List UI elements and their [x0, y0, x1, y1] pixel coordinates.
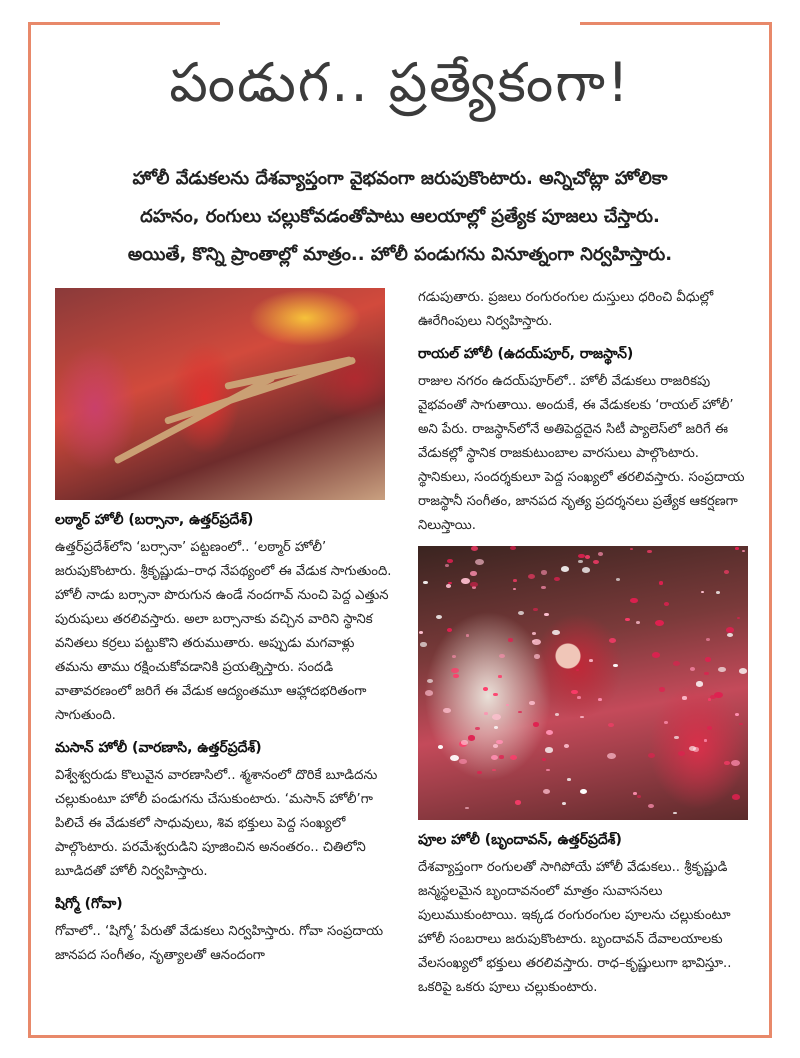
- flower-petal: [461, 578, 469, 584]
- flower-petal: [664, 721, 668, 724]
- lathmar-body: ఉత్తర్‌ప్రదేశ్‌లోని ‘బర్సానా’ పట్టణంలో.. ‘లఠ్మార్ హోలీ’ జరుపుకొంటారు. శ్రీకృష్ణుడు–రాధ నేపథ్యంలో ఈ వేడుక సాగుతుంది. హోలీ నాడు బర్సానా పొరుగున ఉండే నందగావ్ నుంచి పెద్ద ఎత్తున పురుషులు తరలివస్తారు. అలా బర్సానాకు వచ్చిన వారిని స్థానిక వనితలు కర్రలు పట్టుకొని తరుముతారు. అప్పుడు మగవాళ్లు తమను తాము రక్షించుకోవడానికి ప్రయత్నిస్తారు. సందడి వాతావరణంలో జరిగే ఈ వేడుక ఆద్యంతమూ ఆహ్లాదభరితంగా సాగుతుంది.: [55, 540, 392, 723]
- flower-petal: [475, 559, 484, 565]
- flower-petal: [493, 693, 498, 696]
- flower-petal: [673, 812, 677, 815]
- flower-petal: [678, 751, 686, 756]
- flower-petal: [541, 570, 547, 574]
- flower-petal: [528, 574, 535, 579]
- flower-petal: [705, 657, 711, 661]
- flower-petal: [735, 713, 739, 716]
- flower-petal: [701, 591, 704, 593]
- flower-petal: [451, 668, 459, 673]
- masan-body: విశ్వేశ్వరుడు కొలువైన వారణాసిలో.. శ్మశానంలో దొరికే బూడిదను చల్లుకుంటూ హోలీ పండుగను చేసుకుంటారు. ‘మసాన్ హోలీ’గా పిలిచే ఈ వేడుకలో సాధువులు, శివ భక్తులు పెద్ద సంఖ్యలో పాల్గొంటారు. పరమేశ్వరుడిని పూజించిన అనంతరం.. చితిలోని బూడిదతో హోలీ నిర్వహిస్తారు.: [55, 768, 378, 879]
- flower-petal: [613, 664, 618, 668]
- flower-petal: [731, 760, 740, 766]
- lathmar-title: లఠ్మార్ హోలీ (బర్సానా, ఉత్తర్‌ప్రదేశ్): [55, 512, 254, 528]
- flower-petal: [562, 802, 566, 805]
- flower-petal: [510, 755, 517, 760]
- flower-petal: [735, 547, 739, 550]
- flower-petal: [578, 554, 584, 558]
- flower-petal: [499, 755, 504, 758]
- flower-petal: [637, 795, 641, 798]
- flower-petal: [561, 566, 570, 572]
- flower-petal: [690, 667, 696, 671]
- flower-petal: [580, 789, 587, 794]
- flower-petal: [580, 716, 584, 719]
- flower-petal: [593, 560, 599, 564]
- flower-petal: [508, 638, 512, 641]
- flower-petal: [544, 613, 549, 616]
- flower-petal: [468, 735, 475, 740]
- flower-petal: [419, 631, 424, 634]
- flower-petal: [471, 546, 478, 551]
- flower-petal: [585, 555, 590, 559]
- royal-title: రాయల్ హోలీ (ఉదయ్‌పూర్, రాజస్థాన్): [418, 346, 634, 362]
- flower-petal: [546, 769, 550, 772]
- flower-petal: [453, 674, 458, 678]
- headline: పండుగ.. ప్రత్యేకంగా!: [169, 51, 631, 114]
- flower-petal: [636, 621, 640, 624]
- flower-petal: [506, 704, 509, 706]
- flower-petal: [732, 794, 740, 800]
- intro-line: దహనం, రంగులు చల్లుకోవడంతోపాటు ఆలయాల్లో ప్రత్యేక పూజలు చేస్తారు.: [140, 206, 660, 227]
- flower-petal: [659, 687, 665, 691]
- shigmo-continued: గడుపుతారు. ప్రజలు రంగురంగుల దుస్తులు ధరించి వీధుల్లో ఊరేగింపులు నిర్వహిస్తారు.: [418, 290, 714, 329]
- flower-petal: [609, 638, 616, 643]
- flower-petal: [577, 696, 581, 699]
- frame-gap: [220, 14, 580, 30]
- flower-petal: [706, 638, 710, 641]
- flower-petal: [727, 633, 733, 637]
- flower-petal: [647, 550, 651, 553]
- flower-petal: [448, 582, 451, 584]
- flower-petal: [450, 755, 459, 761]
- lathmar-holi-photo: [55, 288, 385, 500]
- flower-petal: [648, 804, 655, 809]
- flower-petal: [633, 792, 637, 795]
- flower-petal: [589, 659, 593, 662]
- flower-petal: [742, 550, 745, 552]
- flower-petal: [724, 761, 729, 765]
- flower-petal: [598, 698, 602, 701]
- flower-petal: [529, 701, 534, 705]
- flower-petal: [427, 679, 433, 683]
- intro-paragraph: [48, 160, 752, 274]
- flower-petal: [494, 726, 498, 729]
- flower-petal: [532, 632, 536, 635]
- flower-petal: [673, 661, 680, 666]
- flower-petal: [652, 652, 660, 658]
- flower-petal: [499, 654, 505, 658]
- flower-petal: [513, 588, 517, 591]
- flower-petal: [452, 655, 456, 658]
- phoola-body: దేశవ్యాప్తంగా రంగులతో సాగిపోయే హోలీ వేడుకలు.. శ్రీకృష్ణుడి జన్మస్థలమైన బృందావనంలో మాత్రం సువాసనలు పులుముకుంటాయి. ఇక్కడ రంగురంగుల పూలను చల్లుకుంటూ హోలీ సంబరాలు జరుపుకొంటారు. బృందావన్ దేవాలయాలకు వేలసంఖ్యలో భక్తులు తరలివస్తారు. రాధ–కృష్ణులుగా భావిస్తూ.. ఒకరిపై ఒకరు పూలు చల్లుకుంటారు.: [418, 860, 732, 995]
- flower-petal: [447, 559, 452, 563]
- flower-petal: [724, 570, 729, 574]
- flower-petal: [425, 690, 433, 696]
- flower-petal: [420, 642, 427, 647]
- flower-petal: [739, 668, 747, 674]
- flower-petal: [616, 578, 621, 581]
- flower-petal: [630, 598, 638, 603]
- flower-petal: [567, 778, 571, 781]
- flower-petal: [571, 690, 578, 695]
- flower-petal: [625, 618, 630, 622]
- flower-petal: [707, 726, 712, 730]
- flower-petal: [710, 695, 716, 699]
- flower-petal: [459, 759, 467, 765]
- flower-petal: [648, 753, 655, 758]
- flower-petal: [582, 567, 590, 573]
- flower-petal: [518, 611, 524, 615]
- flower-petal: [466, 634, 470, 637]
- shigmo-body: గోవాలో.. ‘షిగ్మో’ పేరుతో వేడుకలు నిర్వహిస్తారు. గోవా సంప్రదాయ జానపద సంగీతం, నృత్యాలతో ఆనందంగా: [55, 924, 384, 963]
- flower-petal: [492, 714, 500, 720]
- flower-petal: [470, 582, 478, 588]
- flower-petal: [477, 771, 482, 774]
- right-column: [418, 286, 748, 1000]
- flower-petal: [696, 681, 704, 686]
- phoola-holi-photo: [418, 546, 748, 820]
- flower-petal: [496, 740, 503, 745]
- flower-petal: [704, 672, 708, 675]
- flower-petal: [470, 571, 477, 576]
- flower-petal: [552, 630, 560, 636]
- flower-petal: [598, 552, 603, 555]
- left-column: [55, 288, 393, 968]
- flower-petal: [655, 620, 664, 626]
- flower-petal: [607, 753, 616, 759]
- flower-petal: [716, 591, 720, 594]
- flower-petal: [564, 744, 569, 748]
- intro-line: అయితే, కొన్ని ప్రాంతాల్లో మాత్రం.. హోలీ పండుగను వినూత్నంగా నిర్వహిస్తారు.: [127, 244, 673, 265]
- flower-petal: [423, 581, 428, 584]
- flower-petal: [543, 789, 550, 794]
- flower-petal: [541, 586, 546, 590]
- flower-petal: [483, 687, 488, 690]
- flower-petal: [532, 639, 541, 645]
- shigmo-title: షిగ్మో (గోవా): [55, 896, 123, 912]
- flower-petal: [659, 581, 664, 584]
- flower-petal: [718, 667, 726, 673]
- flower-petal: [674, 736, 679, 739]
- flower-petal: [737, 617, 740, 619]
- flower-petal: [545, 747, 553, 752]
- flower-petal: [630, 548, 633, 550]
- flower-petal: [533, 722, 539, 727]
- flower-petal: [443, 708, 451, 714]
- flower-petal: [510, 546, 516, 550]
- flower-petal: [726, 627, 734, 633]
- flower-petal: [436, 615, 442, 619]
- flower-petal: [682, 696, 687, 699]
- flower-petal: [534, 654, 541, 659]
- flower-petal: [578, 560, 583, 563]
- flower-petal: [475, 727, 480, 730]
- flower-petal: [445, 564, 449, 567]
- flower-petal: [542, 758, 546, 761]
- flower-petal: [554, 577, 560, 582]
- flower-petal: [533, 608, 538, 611]
- masan-title: మసాన్ హోలీ (వారణాసి, ఉత్తర్‌ప్రదేశ్): [55, 740, 262, 756]
- flower-petal: [518, 711, 521, 713]
- phoola-title: పూల హోలీ (బృందావన్, ఉత్తర్‌ప్రదేశ్): [418, 832, 622, 848]
- flower-petal: [492, 769, 496, 772]
- flower-petal: [446, 584, 451, 588]
- flower-petal: [704, 739, 707, 741]
- flower-petal: [461, 740, 468, 745]
- intro-line: హోలీ వేడుకలను దేశవ్యాప్తంగా వైభవంగా జరుపుకొంటారు. అన్నిచోట్లా హోలికా: [132, 168, 668, 189]
- royal-body: రాజుల నగరం ఉదయ్‌పూర్‌లో.. హోలీ వేడుకలు రాజరికపు వైభవంతో సాగుతాయి. అందుకే, ఈ వేడుకలకు ‘రాయల్ హోలీ’ అని పేరు. రాజస్థాన్‌లోనే అతిపెద్దదైన సిటీ ప్యాలెస్‌లో జరిగే ఈ వేడుకల్లో స్థానిక రాజకుటుంబాల వారసులు పాల్గొంటారు. స్థానికులు, సందర్శకులూ పెద్ద సంఖ్యలో తరలివస్తారు. సంప్రదాయ రాజస్థానీ సంగీతం, జానపద నృత్య ప్రదర్శనలు ప్రత్యేక ఆకర్షణగా నిలుస్తాయి.: [418, 374, 745, 533]
- flower-petal: [493, 744, 498, 747]
- flower-petal: [608, 723, 614, 727]
- flower-petal: [513, 579, 517, 582]
- flower-petal: [484, 712, 488, 715]
- flower-petal: [576, 669, 579, 671]
- flower-petal: [438, 745, 444, 749]
- flower-petal: [447, 628, 453, 632]
- flower-petal: [515, 800, 522, 805]
- flower-petal: [491, 755, 498, 760]
- flower-petal: [664, 602, 669, 606]
- flower-petal: [546, 730, 553, 735]
- flower-petal: [689, 746, 696, 751]
- flower-petal: [465, 807, 468, 809]
- flower-petal: [498, 675, 501, 677]
- flower-petal: [555, 713, 560, 716]
- flower-petal: [739, 723, 743, 726]
